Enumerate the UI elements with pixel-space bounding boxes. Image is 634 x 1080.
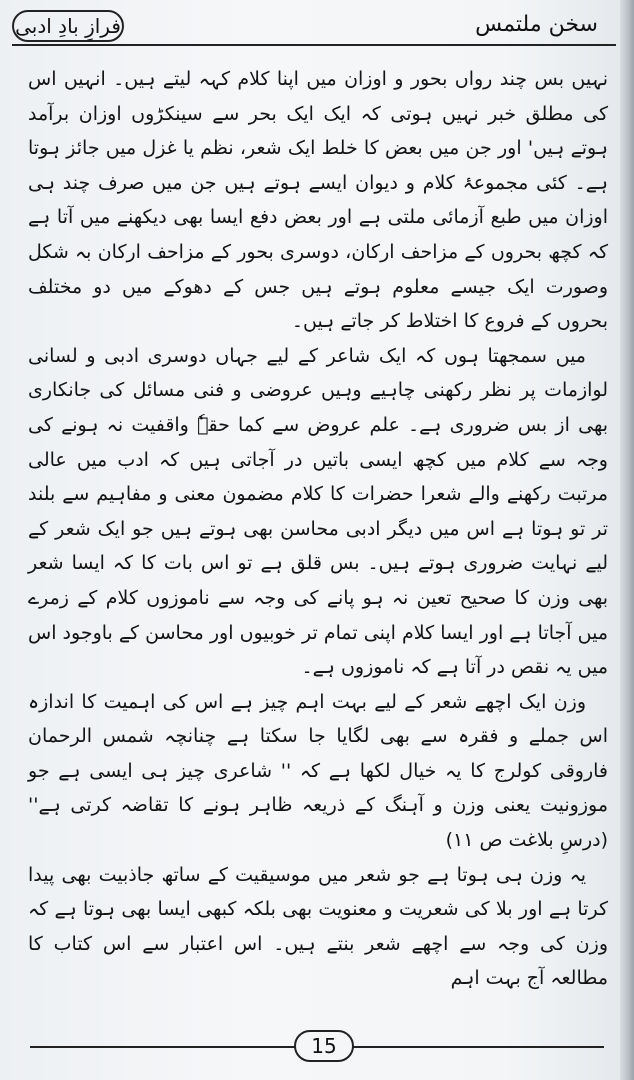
- paragraph: نہیں بس چند رواں بحور و اوزان میں اپنا کلام کہہ لیتے ہیں۔ انہیں اس کی مطلق خبر نہیں ہوتی کہ ایک ایک بحر سے سینکڑوں اوزان برآمد ہوتے ہیں' اور جن میں بعض کا خلط ایک شعر، نظم یا غزل میں جائز ہوتا ہے۔ کئی مجموعۂ کلام و دیوان ایسے ہوتے ہیں جن میں صرف چند ہی اوزان میں طبع آزمائی ملتی ہے اور بعض دفع ایسا بھی دیکھنے میں آتا ہے کہ کچھ بحروں کے مزاحف ارکان، دوسری بحور کے مزاحف ارکان بہ شکل وصورت ایک جیسے معلوم ہوتے ہیں جس کے دھوکے میں دو مختلف بحروں کے فروع کا اختلاط کر جاتے ہیں۔: [28, 68, 608, 333]
- paragraph: یہ وزن ہی ہوتا ہے جو شعر میں موسیقیت کے ساتھ جاذبیت بھی پیدا کرتا ہے اور بلا کی شعریت و معنویت بھی بلکہ کبھی ایسا بھی ہوتا ہے کہ وزن کی وجہ سے اچھے شعر بنتے ہیں۔ اس اعتبار سے اس کتاب کا مطالعہ آج بہت اہم: [28, 863, 608, 990]
- page-number: 15: [294, 1030, 354, 1062]
- chapter-title: سخن ملتمس: [475, 12, 598, 37]
- running-header: [12, 8, 616, 44]
- paragraph: وزن ایک اچھے شعر کے لیے بہت اہم چیز ہے اس کی اہمیت کا اندازہ اس جملے و فقرہ سے بھی لگایا جا سکتا ہے چنانچہ شمس الرحمان فاروقی کولرج کا یہ خیال لکھا ہے کہ '' شاعری چیز ہی ایسی ہے جو موزونیت یعنی وزن و آہنگ کے ذریعہ ظاہر ہونے کا تقاضہ کرتی ہے'' (درسِ بلاغت ص ۱۱): [28, 690, 608, 852]
- paragraph: میں سمجھتا ہوں کہ ایک شاعر کے لیے جہاں دوسری ادبی و لسانی لوازمات پر نظر رکھنی چاہیے وہیں عروضی و فنی مسائل کی جانکاری بھی از بس ضروری ہے۔ علم عروض سے کما حقہٗ واقفیت نہ ہونے کی وجہ سے کلام میں کچھ ایسی باتیں در آجاتی ہیں کہ ادب میں عالی مرتبت رکھنے والے شعرا حضرات کا کلام مضمون معنی و مفاہیم سے بلند تر تو ہوتا ہے اس میں دیگر ادبی محاسن بھی ہوتے ہیں جو ایک شعر کے لیے نہایت ضروری ہوتے ہیں۔ بس قلق ہے تو اس بات کا کہ ایسا شعر بھی وزن کا صحیح تعین نہ ہو پانے کی وجہ سے ناموزوں کلام کے زمرے میں آجاتا ہے اور ایسا کلام اپنی تمام تر خوبیوں اور محاسن کے باوجود اس میں یہ نقص در آتا ہے کہ ناموزوں ہے۔: [28, 344, 608, 679]
- page-spine-edge: [620, 0, 634, 1080]
- page-body: [28, 62, 608, 996]
- book-title-badge: [12, 10, 124, 42]
- book-title: فرازِ بادِ ادبی: [15, 14, 121, 38]
- header-divider: [12, 44, 616, 46]
